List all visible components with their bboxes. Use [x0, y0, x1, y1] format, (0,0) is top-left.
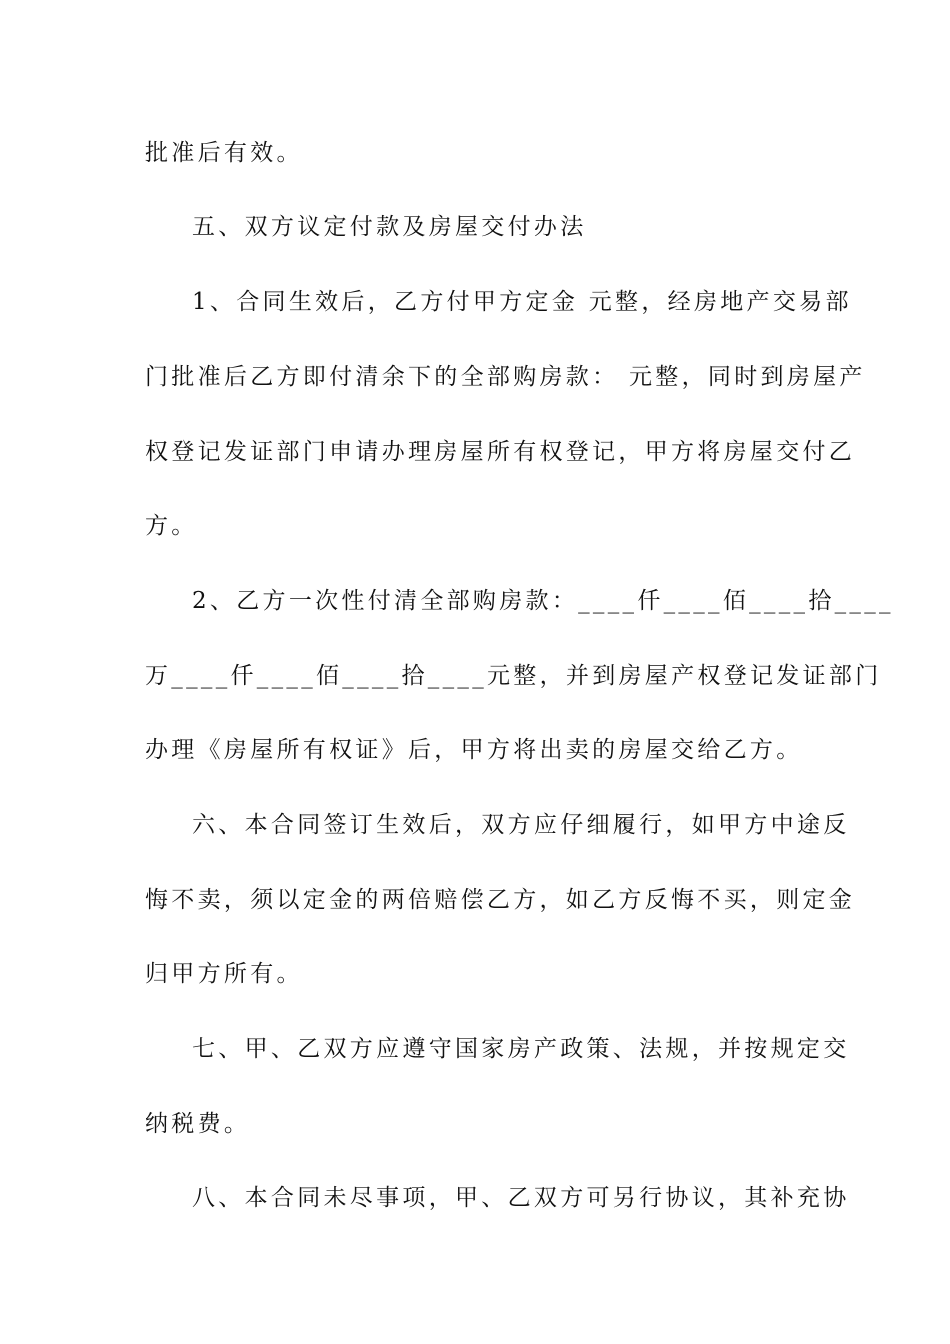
text-line: 批准后有效。: [145, 140, 303, 166]
text-line: 门批准后乙方即付清余下的全部购房款： 元整，同时到房屋产: [145, 364, 866, 390]
text-line: 办理《房屋所有权证》后，甲方将出卖的房屋交给乙方。: [145, 737, 803, 763]
section-heading: 七、甲、乙双方应遵守国家房产政策、法规，并按规定交: [192, 1036, 850, 1062]
text-line: 方。: [145, 513, 198, 539]
text-line: 权登记发证部门申请办理房屋所有权登记，甲方将房屋交付乙: [145, 439, 856, 465]
section-heading: 五、双方议定付款及房屋交付办法: [192, 214, 587, 240]
text-line: 1、合同生效后，乙方付甲方定金 元整，经房地产交易部: [192, 289, 852, 315]
text-line: 万____仟____佰____拾____元整，并到房屋产权登记发证部门: [145, 663, 882, 689]
text-line: 归甲方所有。: [145, 961, 303, 987]
section-heading: 八、本合同未尽事项，甲、乙双方可另行协议，其补充协: [192, 1185, 850, 1211]
text-line: 纳税费。: [145, 1111, 251, 1137]
text-line: 2、乙方一次性付清全部购房款：____仟____佰____拾____: [192, 588, 894, 614]
text-line: 悔不卖，须以定金的两倍赔偿乙方，如乙方反悔不买，则定金: [145, 887, 856, 913]
section-heading: 六、本合同签订生效后，双方应仔细履行，如甲方中途反: [192, 812, 850, 838]
